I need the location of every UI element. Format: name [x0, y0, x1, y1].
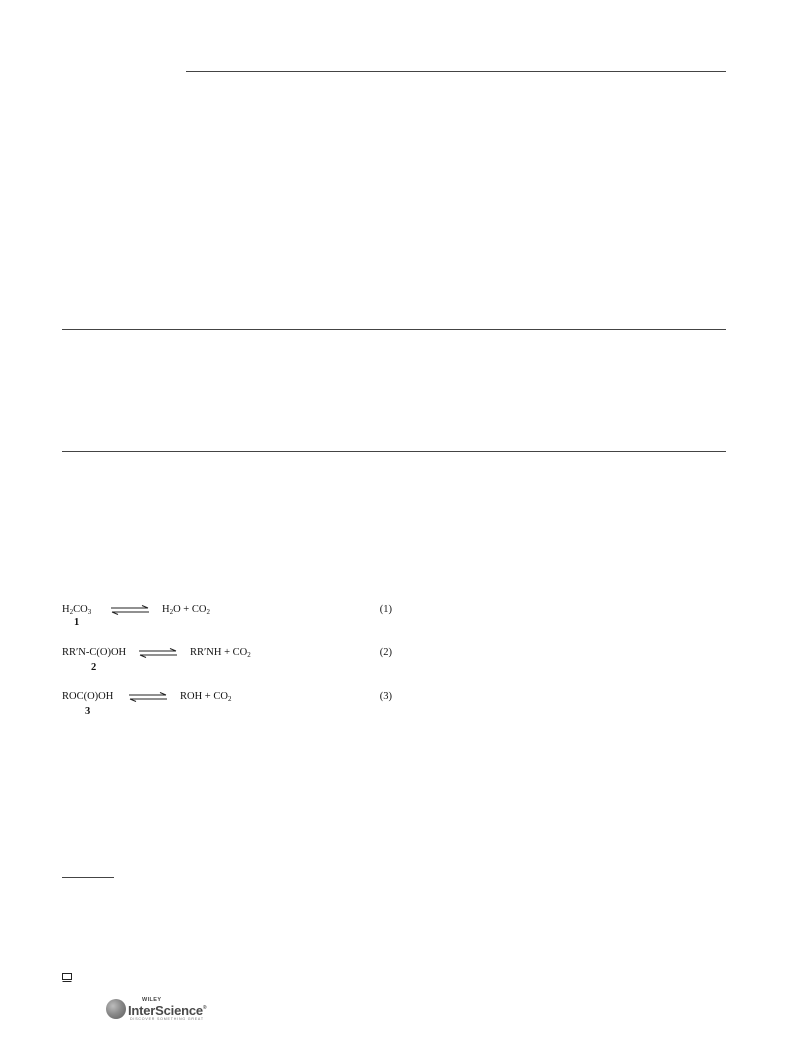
top-rule: [186, 71, 726, 72]
equilibrium-arrow-icon: [128, 692, 168, 702]
compound-number: 3: [85, 706, 91, 717]
equation-rhs: $RR'NH + CO_2$: [190, 647, 251, 659]
abstract-top-rule: [62, 329, 726, 330]
compound-number: 1: [74, 617, 80, 628]
globe-icon: [106, 999, 126, 1019]
logo-tagline: DISCOVER SOMETHING GREAT: [130, 1017, 204, 1021]
equation-number: (2): [379, 647, 392, 658]
equation-lhs: RR′N-C(O)OH: [62, 647, 127, 658]
logo-name: InterScience®: [128, 1003, 207, 1018]
equation-lhs: $H_2CO_3$: [62, 604, 92, 616]
compound-number: 2: [91, 662, 97, 673]
equation-3: [62, 692, 392, 726]
equation-number: (3): [379, 691, 392, 702]
abstract-bottom-rule: [62, 451, 726, 452]
equilibrium-arrow-icon: [110, 605, 150, 615]
equilibrium-arrow-icon: [138, 648, 178, 658]
footnote-rule: [62, 877, 114, 878]
mail-icon: [62, 973, 72, 982]
logo-publisher: WILEY: [142, 997, 162, 1003]
equation-rhs: $H_2O + CO_2$: [162, 604, 210, 616]
equation-number: (1): [379, 604, 392, 615]
wiley-interscience-logo: [106, 997, 216, 1023]
equation-rhs: ROH + $CO_2$: [180, 691, 232, 703]
equation-1: [62, 605, 392, 639]
equation-2: [62, 648, 392, 682]
equation-lhs: ROC(O)OH: [62, 691, 114, 702]
